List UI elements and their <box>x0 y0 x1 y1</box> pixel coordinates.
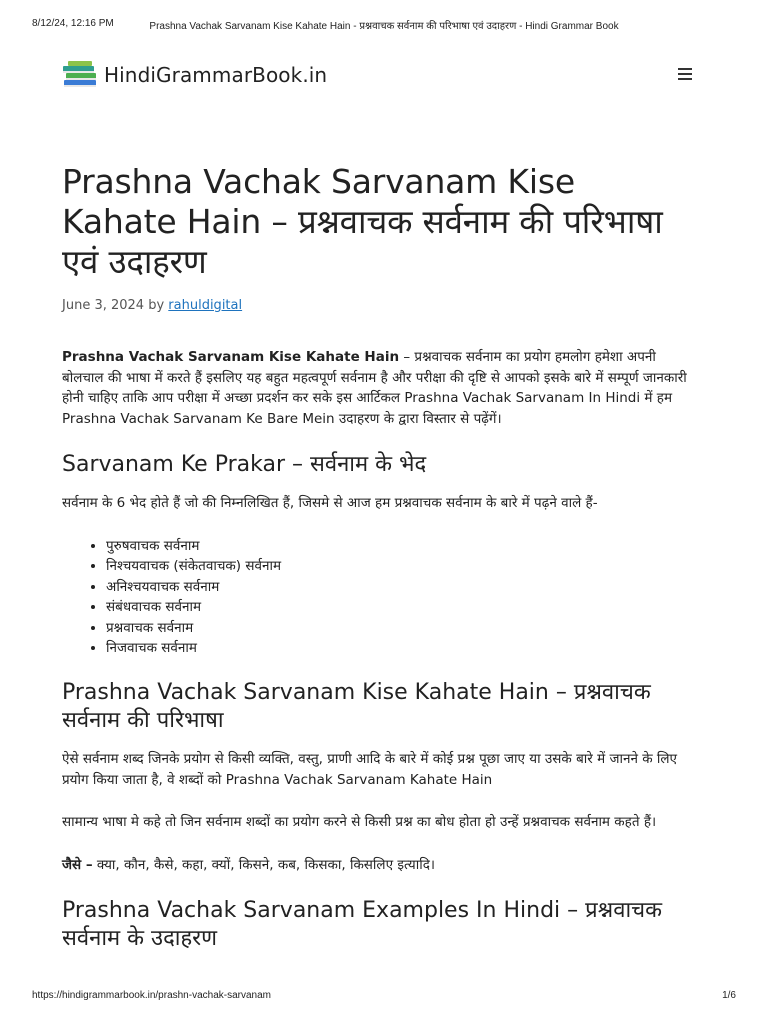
site-header <box>62 58 692 92</box>
article-date: June 3, 2024 <box>62 298 145 313</box>
definition-paragraph-2: सामान्य भाषा मे कहे तो जिन सर्वनाम शब्दों का प्रयोग करने से किसी प्रश्न का बोध होता हो उन्हें प्रश्नवाचक सर्वनाम कहते हैं। <box>62 814 657 831</box>
intro-paragraph <box>62 347 694 429</box>
intro-text: – प्रश्नवाचक सर्वनाम का प्रयोग हमलोग हमेशा अपनी बोलचाल की भाषा में करते हैं इसलिए यह बहुत महत्वपूर्ण सर्वनाम है और परीक्षा की दृष्टि से आपको इसके बारे में सम्पूर्ण जानकारी होनी चाहिए ताकि आप परीक्षा में अच्छा प्रदर्शन कर सके इस आर्टिकल Prashna Vachak Sarvanam In Hindi में हम Prashna Vachak Sarvanam Ke Bare Mein उदाहरण के द्वारा विस्तार से पढ़ेंगें। <box>62 349 687 427</box>
print-page-number: 1/6 <box>722 990 736 1001</box>
list-item: • पुरुषवाचक सर्वनाम <box>106 536 694 557</box>
article <box>62 162 694 967</box>
definition-paragraph-1: ऐसे सर्वनाम शब्द जिनके प्रयोग से किसी व्यक्ति, वस्तु, प्राणी आदि के बारे में कोई प्रश्न पूछा जाए या उसके बारे में जानने के लिए प्रयोग किया जाता है, वे शब्दों को Prashna Vachak Sarvanam Kahate Hain <box>62 751 678 788</box>
site-name: HindiGrammarBook.in <box>104 63 328 87</box>
print-url: https://hindigrammarbook.in/prashn-vachak-sarvanam <box>32 990 271 1001</box>
types-intro: सर्वनाम के 6 भेद होते हैं जो की निम्नलिखित हैं, जिसमे से आज हम प्रश्नवाचक सर्वनाम के बारे में पढ़ने वाले हैं- <box>62 495 598 511</box>
heading-definition: Prashna Vachak Sarvanam Kise Kahate Hain – प्रश्नवाचक सर्वनाम की परिभाषा <box>62 680 651 734</box>
hamburger-menu-icon[interactable] <box>678 68 692 80</box>
list-item: • संबंधवाचक सर्वनाम <box>106 597 694 618</box>
books-stack-icon <box>62 60 100 90</box>
author-link[interactable]: rahuldigital <box>168 298 243 313</box>
print-page-title: Prashna Vachak Sarvanam Kise Kahate Hain - प्रश्नवाचक सर्वनाम की परिभाषा एवं उदाहरण - Hindi Grammar Book <box>149 21 619 32</box>
list-item: • अनिश्चयवाचक सर्वनाम <box>106 577 694 598</box>
article-meta <box>62 298 694 313</box>
print-footer <box>32 990 736 1004</box>
types-list <box>62 536 694 660</box>
list-item: • प्रश्नवाचक सर्वनाम <box>106 618 694 639</box>
list-item: • निश्चयवाचक (संकेतवाचक) सर्वनाम <box>106 556 694 577</box>
heading-examples: Prashna Vachak Sarvanam Examples In Hindi – प्रश्नवाचक सर्वनाम के उदाहरण <box>62 898 663 952</box>
print-header <box>32 18 736 32</box>
article-by: by <box>148 298 165 313</box>
site-logo-link[interactable] <box>62 60 327 90</box>
examples-paragraph <box>62 855 694 876</box>
intro-bold: Prashna Vachak Sarvanam Kise Kahate Hain <box>62 349 400 365</box>
examples-text: क्या, कौन, कैसे, कहा, क्यों, किसने, कब, किसका, किसलिए इत्यादि। <box>92 856 435 873</box>
print-datetime: 8/12/24, 12:16 PM <box>32 18 114 29</box>
heading-sarvanam-types: Sarvanam Ke Prakar – सर्वनाम के भेद <box>62 452 427 477</box>
list-item: • निजवाचक सर्वनाम <box>106 638 694 659</box>
examples-label: जैसे – <box>62 856 93 873</box>
article-title: Prashna Vachak Sarvanam Kise Kahate Hain – प्रश्नवाचक सर्वनाम की परिभाषा एवं उदाहरण <box>62 162 663 281</box>
